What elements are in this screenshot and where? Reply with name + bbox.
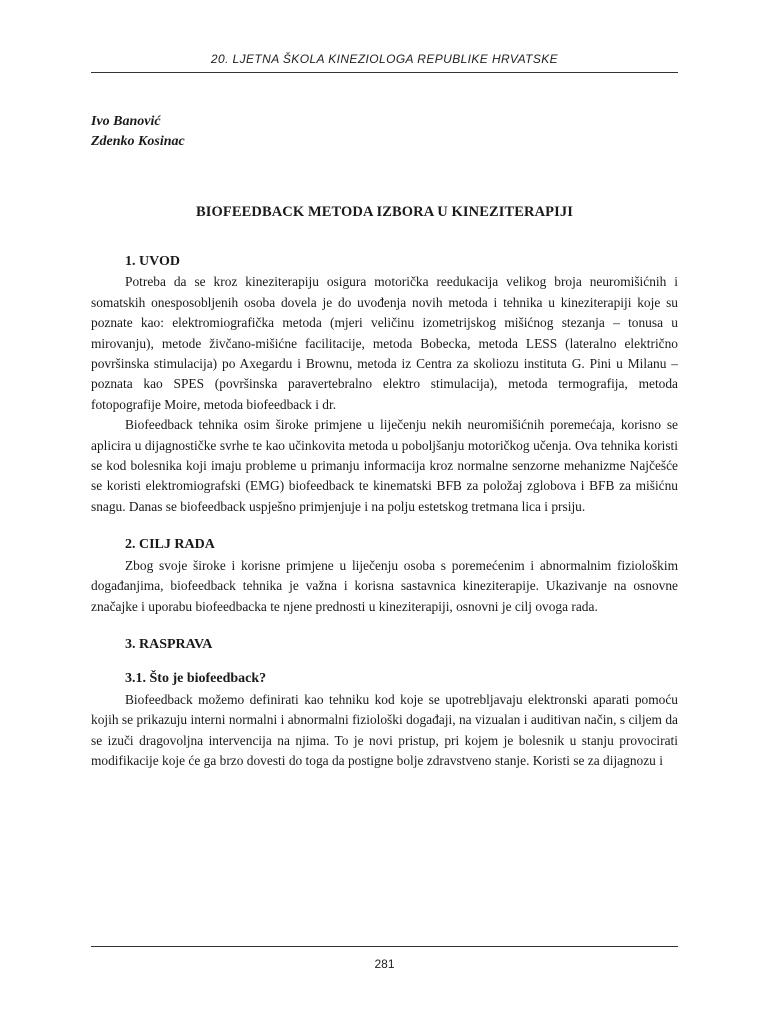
page-number: 281 bbox=[374, 957, 395, 971]
section-spacer bbox=[91, 655, 678, 669]
author-name: Zdenko Kosinac bbox=[91, 134, 185, 149]
section-heading-cilj: 2. CILJ RADA bbox=[125, 537, 215, 553]
paragraph: Potreba da se kroz kineziterapiju osigura motorička reedukacija velikog broja neuromišićnih i somatskih onesposobljenih osoba dovela je do uvođenja novih metoda i tehnika u kineziterapiji koje su poznate kao: elektromiografička metoda (mjeri veličinu izometrijskog mišićnog stezanja – tonusa u mirovanju), metode živčano-mišićne facilitacije, metoda Bobecka, metoda LESS (lateralno električno površinska stimulacija) po Axegardu i Brownu, metoda iz Centra za skoliozu instituta G. Pini u Milanu – poznata kao SPES (površinska paravertebralno elektro stimulacija), metoda termografija, metoda fotopografije Moire, metoda biofeedback i dr. bbox=[91, 274, 678, 412]
paragraph: Zbog svoje široke i korisne primjene u liječenju osoba s poremećenim i abnormalnim fiziološkim događanjima, biofeedback tehnika je važna i korisna sastavnica kineziterapije. Ukazivanje na osnovne značajke i uporabu biofeedbacka te njene prednosti u kineziterapiji, osnovni je cilj ovoga rada. bbox=[91, 557, 678, 614]
section-spacer bbox=[91, 617, 678, 635]
article-body bbox=[91, 252, 678, 771]
footer-rule bbox=[91, 946, 678, 947]
running-header: 20. LJETNA ŠKOLA KINEZIOLOGA REPUBLIKE HRVATSKE bbox=[210, 52, 559, 66]
paragraph: Biofeedback tehnika osim široke primjene u liječenju nekih neuromišićnih poremećaja, korisno se aplicira u dijagnostičke svrhe te kao učinkovita metoda u poboljšanju motoričkog učenja. Ova tehnika koristi se kod bolesnika koji imaju probleme u primanju informacija kroz normalne senzorne mehanizme Najčešće se koristi elektromiografski (EMG) biofeedback te kinematski BFB za položaj zglobova i BFB za mišićnu snagu. Danas se biofeedback uspješno primjenjuje i na polju estetskog tretmana lica i prsiju. bbox=[91, 417, 678, 514]
paper-title: BIOFEEDBACK METODA IZBORA U KINEZITERAPIJI bbox=[196, 204, 573, 220]
author-list bbox=[91, 112, 185, 152]
section-spacer bbox=[91, 517, 678, 535]
section-heading-uvod: 1. UVOD bbox=[125, 254, 180, 269]
header-rule bbox=[91, 72, 678, 73]
subsection-heading: 3.1. Što je biofeedback? bbox=[125, 671, 267, 687]
section-heading-rasprava: 3. RASPRAVA bbox=[125, 636, 213, 652]
author-name: Ivo Banović bbox=[91, 114, 161, 129]
paragraph: Biofeedback možemo definirati kao tehniku kod koje se upotrebljavaju elektronski aparati pomoću kojih se prikazuju interni normalni i abnormalni fiziološki događaji, na vizualan i auditivan način, s ciljem da se izuči dragovoljna intervencija na njima. To je novi pristup, pri kojem je bolesnik u stanju provocirati modifikacije koje će ga brzo dovesti do toga da postigne bolje zdravstveno stanje. Koristi se za dijagnozu i bbox=[91, 691, 678, 768]
